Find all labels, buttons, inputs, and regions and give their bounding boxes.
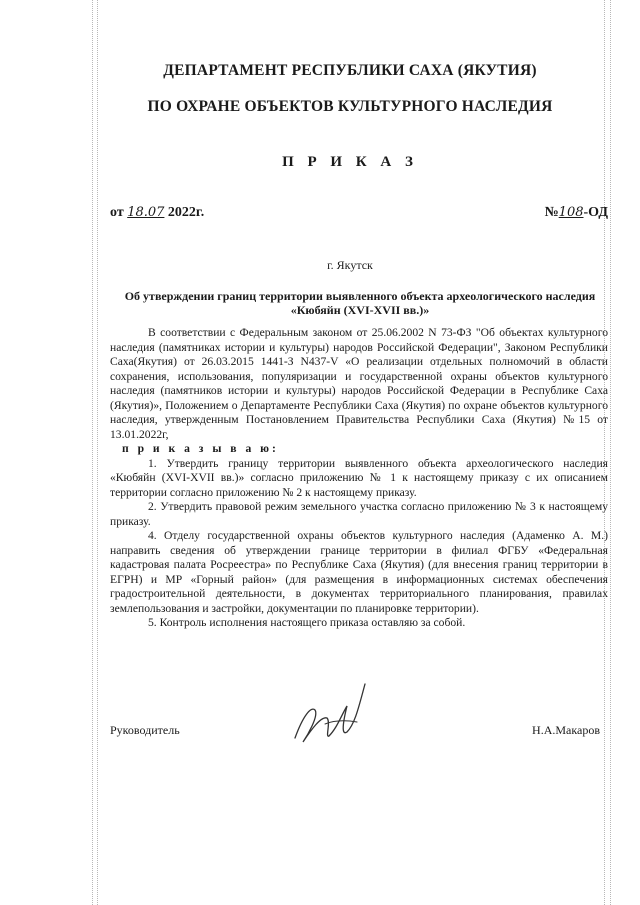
signatory-name: Н.А.Макаров xyxy=(532,723,600,737)
decree-word: п р и к а з ы в а ю: xyxy=(122,442,279,455)
order-body xyxy=(110,326,608,631)
department-name: ДЕПАРТАМЕНТ РЕСПУБЛИКИ САХА (ЯКУТИЯ) xyxy=(163,62,537,79)
scan-edge-right xyxy=(610,0,611,905)
item-5: 5. Контроль исполнения настоящего приказа оставляю за собой. xyxy=(148,616,466,629)
handwritten-signature xyxy=(285,676,375,756)
order-subject: Об утверждении границ территории выявленного объекта археологического наследия «Кюбяйн (XVI-XVII вв.)» xyxy=(124,289,596,317)
handwritten-date: 18.07 xyxy=(127,205,165,220)
preamble-paragraph: В соответствии с Федеральным законом от 25.06.2002 N 73-ФЗ "Об объектах культурного наследия (памятниках истории и культуры) народов Российской Федерации", Законом Республики Саха(Якутия) от 26.03.2015 1441-З N437-V «О реализации отдельных полномочий в области сохранения, использования, популяризации и государственной охраны объектов культурного наследия (памятников истории и культуры) народов Российской Федерации в Республике Саха (Якутия)», Положением о Департаменте Республики Саха (Якутия) по охране объектов культурного наследия, утвержденным Постановлением Правительства Республики Саха (Якутия) №15 от 13.01.2022г, xyxy=(110,326,608,441)
item-4: 4. Отделу государственной охраны объектов культурного наследия (Адаменко А. М.) направить сведения об утверждении границе территории в филиал ФГБУ «Федеральная кадастровая палата Росреестра» по Республике Саха (Якутия) (для внесения границ территории в ЕГРН) и МР «Горный район» (для размещения в информационных системах обеспечения градостроительной деятельности, в документах территориального планирования, правилах землепользования и застройки, документации по планировке территории). xyxy=(110,529,608,615)
department-subtitle: ПО ОХРАНЕ ОБЪЕКТОВ КУЛЬТУРНОГО НАСЛЕДИЯ xyxy=(147,98,553,115)
city: г. Якутск xyxy=(327,258,373,272)
order-date: от 18.07 2022г. xyxy=(110,205,205,220)
dateline xyxy=(110,205,608,225)
order-number: №108-ОД xyxy=(544,205,608,220)
signatory-title: Руководитель xyxy=(110,723,180,737)
scan-edge-left xyxy=(92,0,93,905)
item-1: 1. Утвердить границу территории выявленного объекта археологического наследия «Кюбяйн (XVI-XVII вв.)» согласно приложению № 1 к настоящему приказу с их описанием территории согласно приложению № 2 к настоящему приказу. xyxy=(110,456,608,499)
item-2: 2. Утвердить правовой режим земельного участка согласно приложению № 3 к настоящему приказу. xyxy=(110,500,608,528)
scan-edge-left-inner xyxy=(97,0,98,905)
document-type: П Р И К А З xyxy=(282,154,418,170)
handwritten-number: 108 xyxy=(558,205,584,220)
